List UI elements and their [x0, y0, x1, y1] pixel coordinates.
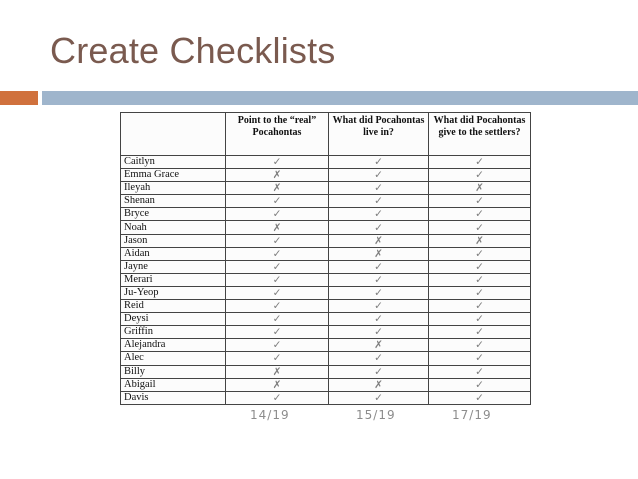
- check-mark-icon: ✓: [329, 156, 429, 169]
- student-name: Merari: [121, 273, 226, 286]
- check-mark-icon: ✓: [329, 182, 429, 195]
- table-row: [121, 234, 531, 247]
- x-mark-icon: ✗: [226, 182, 329, 195]
- title-accent-bar-blue: [42, 91, 638, 105]
- check-mark-icon: ✓: [226, 273, 329, 286]
- check-mark-icon: ✓: [429, 286, 531, 299]
- check-mark-icon: ✓: [329, 286, 429, 299]
- x-mark-icon: ✗: [226, 169, 329, 182]
- table-row: [121, 313, 531, 326]
- student-name: Aidan: [121, 247, 226, 260]
- check-mark-icon: ✓: [429, 156, 531, 169]
- check-mark-icon: ✓: [429, 391, 531, 404]
- x-mark-icon: ✗: [226, 365, 329, 378]
- x-mark-icon: ✗: [429, 182, 531, 195]
- header-what-did-pocahontas-live-in: What did Pocahontas live in?: [329, 113, 429, 156]
- check-mark-icon: ✓: [329, 365, 429, 378]
- student-name: Billy: [121, 365, 226, 378]
- x-mark-icon: ✗: [329, 378, 429, 391]
- x-mark-icon: ✗: [226, 378, 329, 391]
- check-mark-icon: ✓: [429, 260, 531, 273]
- student-name: Jason: [121, 234, 226, 247]
- check-mark-icon: ✓: [226, 300, 329, 313]
- student-name: Caitlyn: [121, 156, 226, 169]
- check-mark-icon: ✓: [429, 195, 531, 208]
- header-row: [121, 113, 531, 156]
- check-mark-icon: ✓: [226, 339, 329, 352]
- student-name: Emma Grace: [121, 169, 226, 182]
- check-mark-icon: ✓: [429, 352, 531, 365]
- student-name: Davis: [121, 391, 226, 404]
- x-mark-icon: ✗: [429, 234, 531, 247]
- check-mark-icon: ✓: [429, 313, 531, 326]
- check-mark-icon: ✓: [226, 352, 329, 365]
- x-mark-icon: ✗: [226, 221, 329, 234]
- table-row: [121, 326, 531, 339]
- header-point-to-real-pocahontas: Point to the “real” Pocahontas: [226, 113, 329, 156]
- total-question-3: 17/19: [452, 408, 492, 422]
- header-blank: [121, 113, 226, 156]
- check-mark-icon: ✓: [226, 234, 329, 247]
- check-mark-icon: ✓: [329, 313, 429, 326]
- check-mark-icon: ✓: [226, 195, 329, 208]
- check-mark-icon: ✓: [226, 286, 329, 299]
- check-mark-icon: ✓: [429, 326, 531, 339]
- check-mark-icon: ✓: [429, 365, 531, 378]
- student-name: Shenan: [121, 195, 226, 208]
- x-mark-icon: ✗: [329, 339, 429, 352]
- check-mark-icon: ✓: [226, 313, 329, 326]
- student-name: Bryce: [121, 208, 226, 221]
- check-mark-icon: ✓: [429, 221, 531, 234]
- check-mark-icon: ✓: [429, 169, 531, 182]
- table-row: [121, 182, 531, 195]
- check-mark-icon: ✓: [226, 156, 329, 169]
- check-mark-icon: ✓: [226, 260, 329, 273]
- student-name: Griffin: [121, 326, 226, 339]
- slide-title: Create Checklists: [50, 30, 336, 71]
- student-name: Reid: [121, 300, 226, 313]
- total-question-1: 14/19: [250, 408, 290, 422]
- table-row: [121, 156, 531, 169]
- check-mark-icon: ✓: [329, 300, 429, 313]
- check-mark-icon: ✓: [226, 247, 329, 260]
- table-row: [121, 195, 531, 208]
- check-mark-icon: ✓: [329, 273, 429, 286]
- student-name: Alejandra: [121, 339, 226, 352]
- header-what-did-pocahontas-give: What did Pocahontas give to the settlers?: [429, 113, 531, 156]
- check-mark-icon: ✓: [429, 208, 531, 221]
- table-row: [121, 352, 531, 365]
- checklist-sheet: [120, 112, 530, 407]
- check-mark-icon: ✓: [429, 378, 531, 391]
- check-mark-icon: ✓: [329, 169, 429, 182]
- student-name: Noah: [121, 221, 226, 234]
- check-mark-icon: ✓: [429, 273, 531, 286]
- table-row: [121, 208, 531, 221]
- check-mark-icon: ✓: [429, 247, 531, 260]
- check-mark-icon: ✓: [329, 221, 429, 234]
- check-mark-icon: ✓: [329, 195, 429, 208]
- check-mark-icon: ✓: [329, 208, 429, 221]
- table-row: [121, 169, 531, 182]
- checklist-table: [120, 112, 531, 405]
- table-row: [121, 300, 531, 313]
- table-row: [121, 365, 531, 378]
- table-row: [121, 260, 531, 273]
- check-mark-icon: ✓: [329, 326, 429, 339]
- check-mark-icon: ✓: [226, 391, 329, 404]
- table-row: [121, 221, 531, 234]
- student-name: Alec: [121, 352, 226, 365]
- student-name: Ileyah: [121, 182, 226, 195]
- title-accent-bar-orange: [0, 91, 38, 105]
- table-row: [121, 339, 531, 352]
- check-mark-icon: ✓: [429, 339, 531, 352]
- check-mark-icon: ✓: [329, 352, 429, 365]
- check-mark-icon: ✓: [226, 208, 329, 221]
- table-row: [121, 273, 531, 286]
- student-name: Abigail: [121, 378, 226, 391]
- check-mark-icon: ✓: [429, 300, 531, 313]
- check-mark-icon: ✓: [226, 326, 329, 339]
- table-row: [121, 378, 531, 391]
- student-name: Ju-Yeop: [121, 286, 226, 299]
- student-name: Deysi: [121, 313, 226, 326]
- total-question-2: 15/19: [356, 408, 396, 422]
- table-row: [121, 247, 531, 260]
- check-mark-icon: ✓: [329, 391, 429, 404]
- table-row: [121, 391, 531, 404]
- x-mark-icon: ✗: [329, 234, 429, 247]
- student-name: Jayne: [121, 260, 226, 273]
- check-mark-icon: ✓: [329, 260, 429, 273]
- x-mark-icon: ✗: [329, 247, 429, 260]
- table-row: [121, 286, 531, 299]
